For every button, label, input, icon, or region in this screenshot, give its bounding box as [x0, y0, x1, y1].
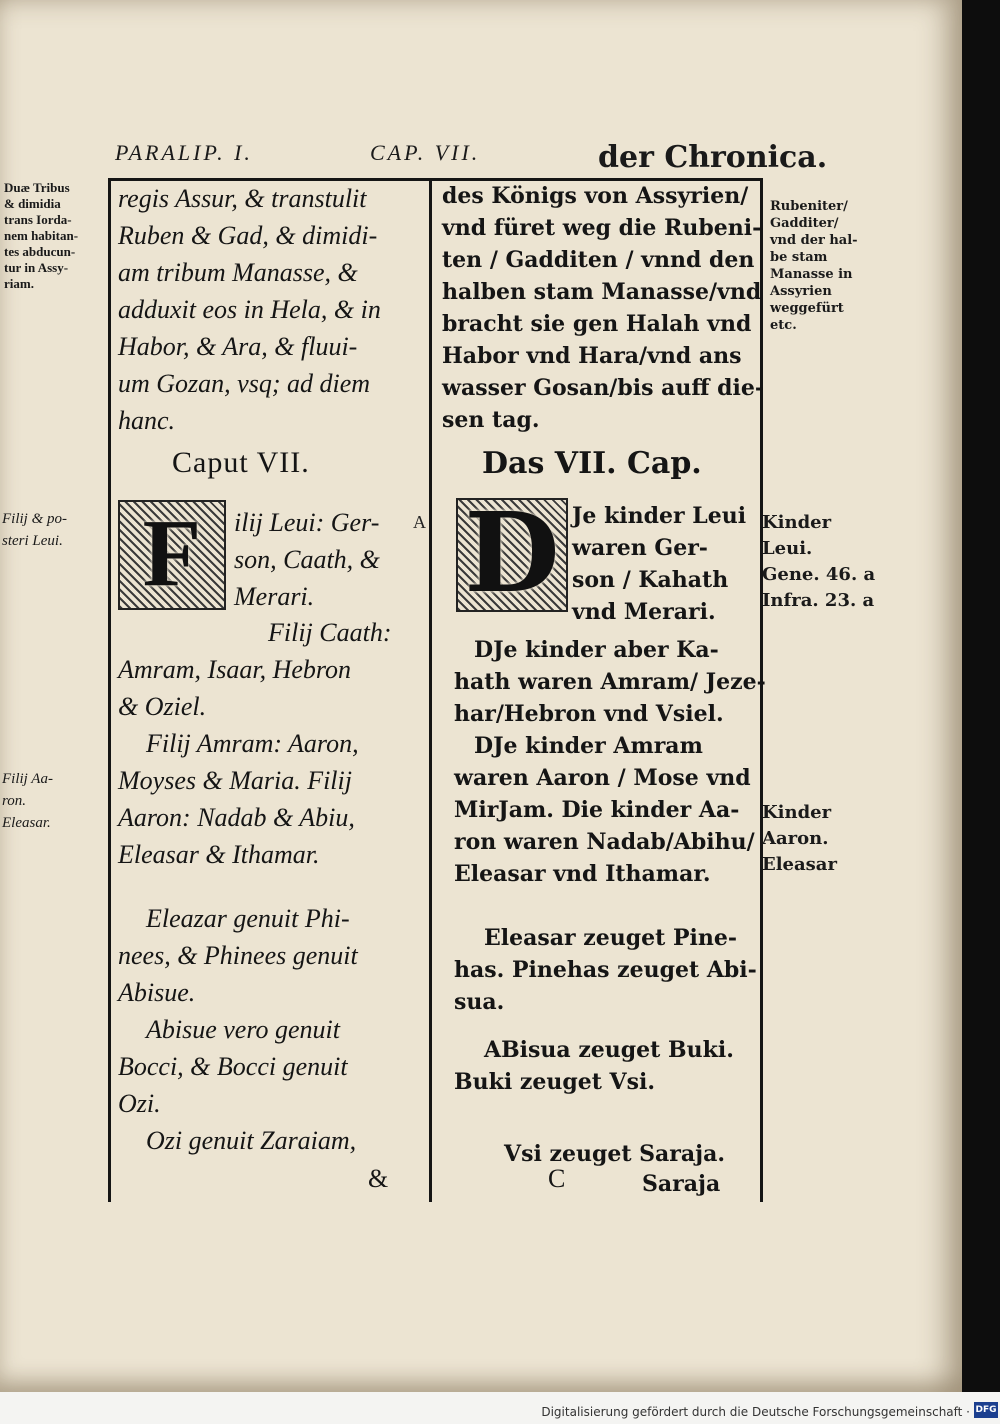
german-line: des Königs von Assyrien/ [442, 183, 749, 209]
latin-line: son, Caath, & [234, 545, 380, 574]
german-line: halben stam Manasse/vnd [442, 279, 762, 305]
latin-line: & Oziel. [118, 692, 207, 721]
latin-line: ilij Leui: Ger- [234, 508, 380, 537]
left-column-rule [108, 178, 111, 1202]
latin-line: Eleazar genuit Phi- [146, 904, 350, 933]
latin-line: adduxit eos in Hela, & in [118, 295, 381, 324]
margin-note-left-2: Filij & po- steri Leui. [2, 511, 67, 549]
latin-line: nees, & Phinees genuit [118, 941, 358, 970]
latin-line: um Gozan, vsq; ad diem [118, 369, 371, 398]
margin-note-right-2: Kinder Leui. Gene. 46. a Infra. 23. a [762, 512, 876, 611]
latin-line: hanc. [118, 406, 176, 435]
center-column-rule [429, 178, 432, 1202]
german-line: waren Aaron / Mose vnd [454, 765, 751, 791]
latin-line: Ozi. [118, 1089, 161, 1118]
dfg-logo: DFG [974, 1402, 998, 1418]
latin-catchword: & [368, 1164, 389, 1193]
latin-line: regis Assur, & transtulit [118, 184, 367, 213]
latin-line: Merari. [234, 582, 315, 611]
german-line: waren Ger- [572, 535, 708, 561]
german-line: bracht sie gen Halah vnd [442, 311, 752, 337]
german-line: ABisua zeuget Buki. [484, 1037, 734, 1063]
german-line: ron waren Nadab/Abihu/ [454, 829, 755, 855]
german-body-block [454, 634, 766, 890]
german-line: Buki zeuget Vsi. [454, 1069, 656, 1095]
german-line: son / Kahath [572, 567, 729, 593]
latin-lower-block [118, 900, 358, 1159]
margin-note-left-1: Duæ Tribus & dimidia trans Iorda- nem habitan- tes abducun- tur in Assy- riam. [4, 180, 79, 291]
german-line: DJe kinder Amram [474, 733, 703, 759]
latin-top-block [118, 180, 381, 439]
latin-line: Ruben & Gad, & dimidi- [118, 221, 378, 250]
latin-body-block [118, 614, 392, 873]
german-initial-letter: D [464, 487, 560, 617]
german-line: Vsi zeuget Saraja. [504, 1141, 726, 1167]
latin-chapter-heading: Caput VII. [172, 446, 310, 479]
german-chapter-heading: Das VII. Cap. [482, 446, 702, 481]
latin-line: Moyses & Maria. Filij [118, 766, 352, 795]
german-line: vnd füret weg die Rubeni- [442, 215, 762, 241]
latin-initial-letter: F [142, 499, 202, 607]
german-line: DJe kinder aber Ka- [474, 637, 719, 663]
footer-credit: Digitalisierung gefördert durch die Deutsche Forschungsgemeinschaft · [541, 1405, 970, 1419]
latin-line: Filij Amram: Aaron, [146, 729, 359, 758]
german-line: sua. [454, 989, 505, 1015]
latin-line: Filij Caath: [268, 618, 392, 647]
german-line: har/Hebron vnd Vsiel. [454, 701, 724, 727]
latin-line: Abisue. [118, 978, 196, 1007]
german-line: Eleasar zeuget Pine- [484, 925, 737, 951]
latin-line: Ozi genuit Zaraiam, [146, 1126, 357, 1155]
german-line: Habor vnd Hara/vnd ans [442, 343, 742, 369]
german-line: wasser Gosan/bis auff die- [442, 375, 764, 401]
latin-line: Abisue vero genuit [146, 1015, 340, 1044]
german-catchword: Saraja [642, 1171, 721, 1197]
german-line: has. Pinehas zeuget Abi- [454, 957, 757, 983]
latin-line: Amram, Isaar, Hebron [118, 655, 352, 684]
german-line: hath waren Amram/ Jeze- [454, 669, 766, 695]
latin-line: Bocci, & Bocci genuit [118, 1052, 348, 1081]
german-line: Eleasar vnd Ithamar. [454, 861, 711, 887]
german-lower-block [454, 922, 757, 1170]
german-initial-block [572, 500, 746, 628]
header-german-title: der Chronica. [598, 140, 828, 175]
margin-note-right-1: Rubeniter/ Gadditer/ vnd der hal- be stam Manasse in Assyrien weggefürt etc. [770, 199, 858, 333]
header-chapter: CAP. VII. [370, 140, 481, 165]
latin-line: Aaron: Nadab & Abiu, [118, 803, 355, 832]
latin-initial-block [234, 504, 380, 615]
german-line: MirJam. Die kinder Aa- [454, 797, 740, 823]
german-line: Je kinder Leui [572, 503, 747, 529]
latin-line: am tribum Manasse, & [118, 258, 358, 287]
german-line: ten / Gadditen / vnnd den [442, 247, 755, 273]
german-line: sen tag. [442, 407, 540, 433]
german-line: vnd Merari. [572, 599, 716, 625]
header-book: PARALIP. I. [115, 140, 253, 165]
german-top-block [442, 180, 764, 436]
latin-line: Eleasar & Ithamar. [118, 840, 320, 869]
latin-line: Habor, & Ara, & fluui- [118, 332, 358, 361]
german-decorated-initial [456, 487, 568, 617]
margin-marker-a: A [413, 512, 426, 532]
margin-note-left-3: Filij Aa- ron. Eleasar. [2, 771, 53, 831]
latin-decorated-initial [118, 500, 226, 610]
margin-note-right-3: Kinder Aaron. Eleasar [762, 802, 837, 875]
signature-mark: C [548, 1164, 566, 1193]
